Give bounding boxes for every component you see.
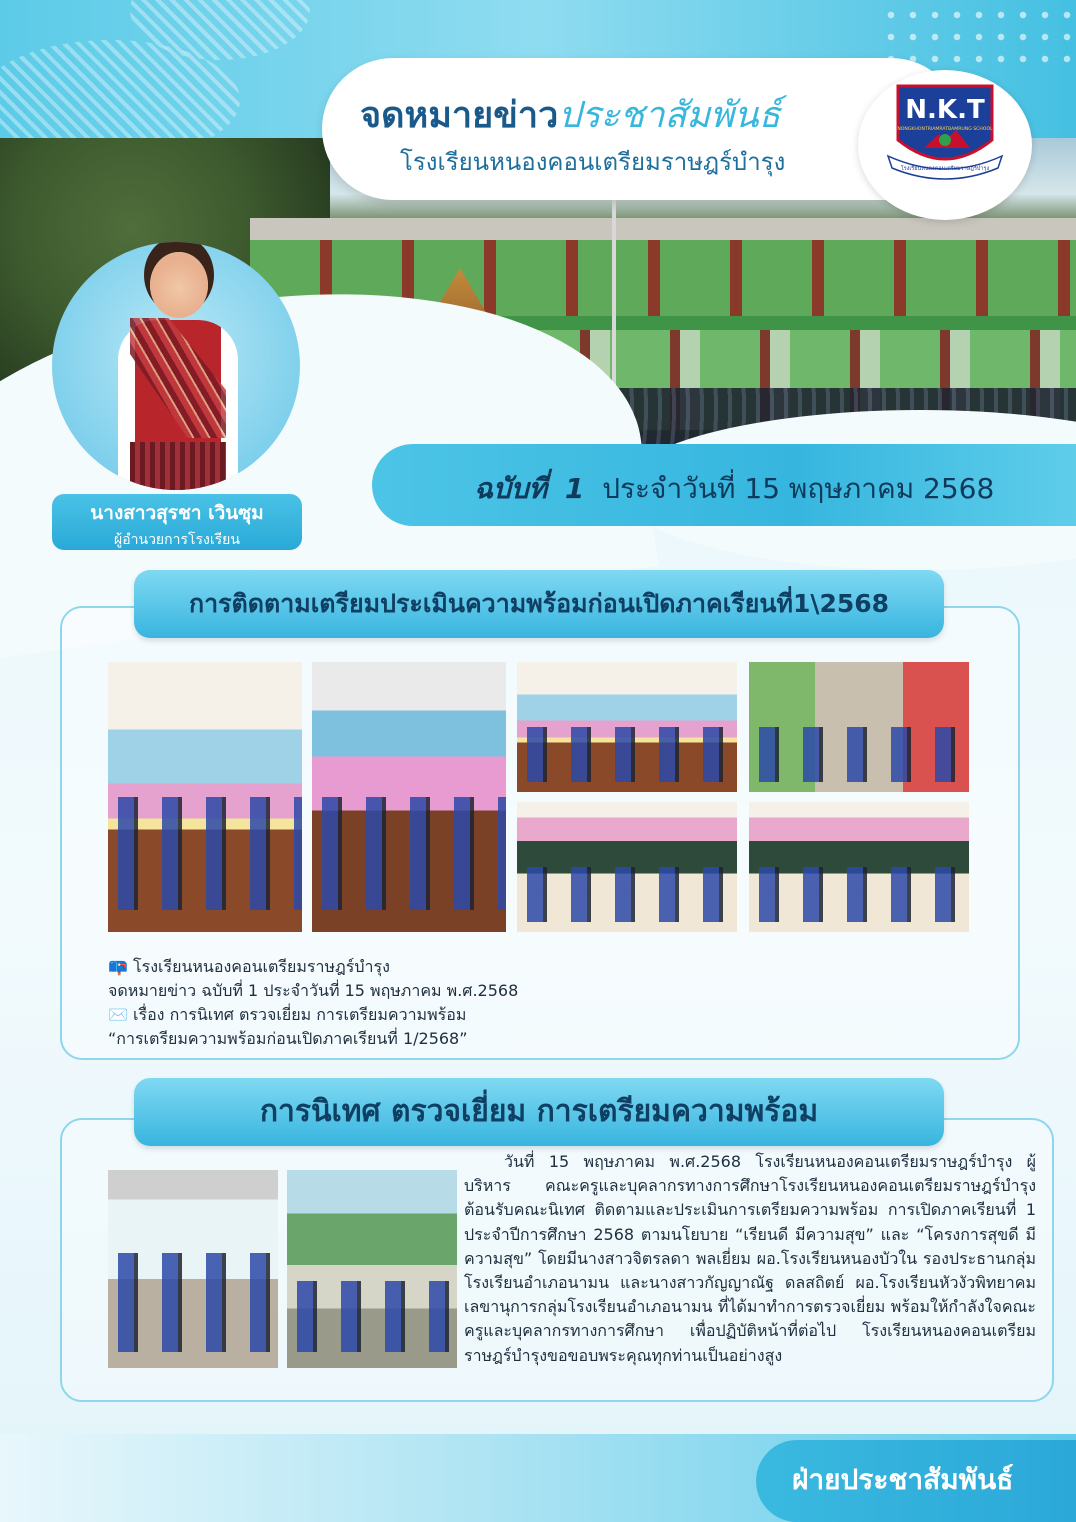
issue-label: ฉบับที่: [474, 472, 548, 505]
director-name-tag: [52, 494, 302, 550]
article-body: วันที่ 15 พฤษภาคม พ.ศ.2568 โรงเรียนหนองคอนเตรียมราษฎร์บำรุง ผู้บริหาร คณะครูและบุคลากรทางการศึกษาโรงเรียนหนองคอนเตรียมราษฎร์บำรุง ต้อนรับคณะนิเทศ ติดตามและประเมินการเตรียมความพร้อม การเปิดภาคเรียนที่ 1 ประจำปีการศึกษา 2568 ตามนโยบาย “เรียนดี มีความสุข” และ “โครงการสุขดี มีความสุข” โดยมีนางสาวจิตรลดา พลเยี่ยม ผอ.โรงเรียนหนองบัวใน รองประธานกลุ่มโรงเรียนอำเภอนามน และนางสาวกัญญาณัฐ ดลสถิตย์ ผอ.โรงเรียนหัวงัวพิทยาคม เลขานุการกลุ่มโรงเรียนอำเภอนามน ที่ได้มาทำการตรวจเยี่ยม พร้อมให้กำลังใจคณะครูและบุคลากรทางการศึกษา เพื่อปฏิบัติหน้าที่ต่อไป โรงเรียนหนองคอนเตรียมราษฎร์บำรุงขอขอบพระคุณทุกท่านเป็นอย่างสูง: [464, 1152, 1036, 1365]
section-1-heading: [134, 570, 944, 638]
caption-line-4: “การเตรียมความพร้อมก่อนเปิดภาคเรียนที่ 1/2568”: [108, 1029, 468, 1048]
meeting-photo-3: [517, 662, 737, 792]
newsletter-title: [360, 86, 780, 143]
decorative-dots: [880, 4, 1076, 64]
caption-line-1: 📪 โรงเรียนหนองคอนเตรียมราษฎร์บำรุง: [108, 957, 390, 976]
school-logo: [884, 78, 1006, 188]
section-2-heading-text: การนิเทศ ตรวจเยี่ยม การเตรียมความพร้อม: [259, 1094, 819, 1129]
section-2-heading: [134, 1078, 944, 1146]
logo-ribbon-text: โรงเรียนหนองคอนเตรียมราษฎร์บำรุง: [900, 166, 990, 172]
meeting-photo-1: [108, 662, 302, 932]
logo-small-text: NONGKHONTRIAMRATBAMRUNG SCHOOL: [897, 127, 993, 132]
group-photo-1: [108, 1170, 278, 1368]
caption-line-2: จดหมายข่าว ฉบับที่ 1 ประจำวันที่ 15 พฤษภาคม พ.ศ.2568: [108, 981, 519, 1000]
logo-text: N.K.T: [905, 95, 985, 125]
title-part2: ประชาสัมพันธ์: [558, 95, 781, 136]
director-name: นางสาวสุรชา เวินซุม: [90, 502, 264, 524]
classroom-photo-1: [517, 802, 737, 932]
meeting-photo-2: [312, 662, 506, 932]
title-part1: จดหมายข่าว: [360, 95, 559, 136]
department-name: ฝ่ายประชาสัมพันธ์: [792, 1463, 1014, 1496]
school-name: โรงเรียนหนองคอนเตรียมราษฎร์บำรุง: [400, 148, 786, 176]
director-portrait: [52, 242, 300, 490]
group-photo-2: [287, 1170, 457, 1368]
caption-line-3: ✉️ เรื่อง การนิเทศ ตรวจเยี่ยม การเตรียมความพร้อม: [108, 1005, 467, 1024]
section-1-heading-text: การติดตามเตรียมประเมินความพร้อมก่อนเปิดภาคเรียนที่1\2568: [188, 589, 890, 618]
veranda-photo: [749, 662, 969, 792]
classroom-photo-2: [749, 802, 969, 932]
issue-info: [474, 467, 994, 511]
director-position: ผู้อำนวยการโรงเรียน: [114, 532, 240, 548]
issue-number: 1: [564, 472, 585, 505]
issue-date: ประจำวันที่ 15 พฤษภาคม 2568: [602, 472, 995, 505]
